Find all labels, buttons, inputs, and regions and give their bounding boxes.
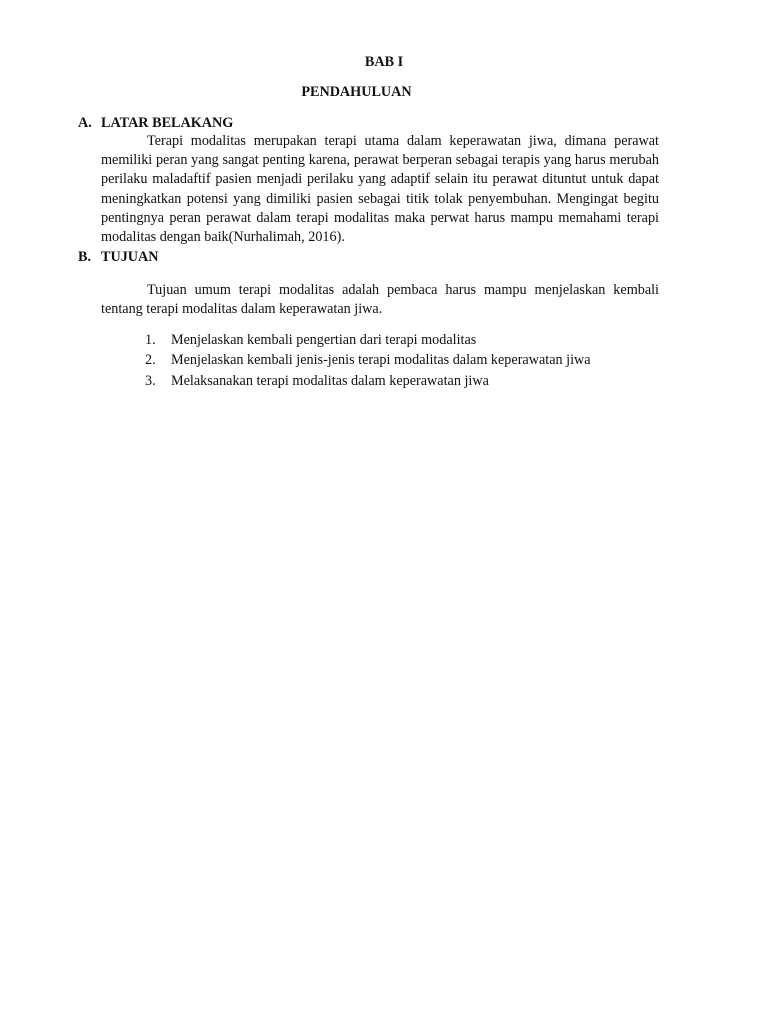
chapter-title: BAB I — [364, 54, 404, 70]
background-paragraph: Terapi modalitas merupakan terapi utama dalam keperawatan jiwa, dimana perawat memiliki peran yang sangat penting karena, perawat berperan sebagai terapis yang harus merubah perilaku maladaftif pasien menjadi perilaku yang adaptif selain itu perawat dituntut untuk dapat meningkatkan potensi yang dimiliki pasien sebagai titik tolak penyembuhan. Mengingat begitu pentingnya peran perawat dalam terapi modalitas maka perwat harus mampu memahami terapi modalitas dengan baik(Nurhalimah, 2016). — [101, 133, 659, 246]
section-heading-latar-belakang — [78, 113, 233, 133]
section-heading-tujuan — [78, 247, 159, 267]
section-letter: B. — [78, 249, 92, 265]
list-item — [145, 371, 591, 391]
objective-paragraph: Tujuan umum terapi modalitas adalah pembaca harus mampu menjelaskan kembali tentang terapi modalitas dalam keperawatan jiwa. — [101, 282, 659, 318]
list-item-number: 3. — [145, 372, 156, 389]
list-item-text: Melaksanakan terapi modalitas dalam keperawatan jiwa — [171, 372, 489, 389]
list-item-text: Menjelaskan kembali jenis-jenis terapi modalitas dalam keperawatan jiwa — [171, 352, 591, 369]
list-item-text: Menjelaskan kembali pengertian dari terapi modalitas — [171, 332, 477, 348]
list-item-number: 1. — [145, 332, 156, 348]
section-heading-text: TUJUAN — [101, 249, 159, 265]
list-item — [145, 350, 591, 370]
list-item-number: 2. — [145, 352, 156, 369]
objective-list — [145, 330, 591, 391]
section-letter: A. — [78, 115, 92, 131]
section-heading-text: LATAR BELAKANG — [101, 115, 234, 131]
list-item — [145, 330, 591, 350]
chapter-subtitle: PENDAHULUAN — [301, 84, 412, 100]
